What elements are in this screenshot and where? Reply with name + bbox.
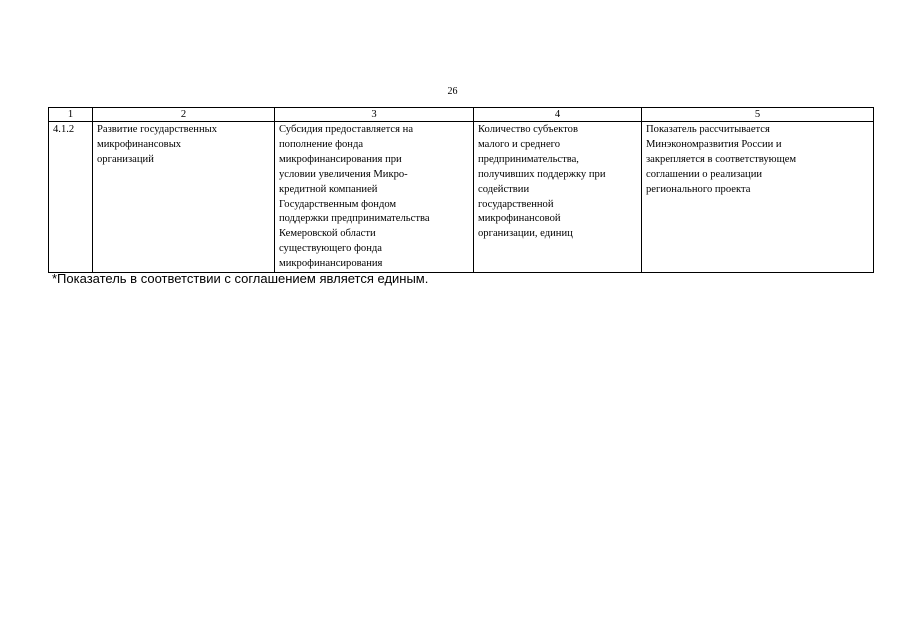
column-number-1: 1 [49, 108, 93, 122]
table-header-row [49, 108, 874, 122]
item-code-cell: 4.1.2 [49, 122, 93, 273]
item-description-cell: Субсидия предоставляется на пополнение фонда микрофинансирования при условии увеличения Микро- кредитной компанией Государственным фондом поддержки предпринимательства Кемеровской области существующего фонда микрофинансирования [275, 122, 474, 273]
item-note-cell: Показатель рассчитывается Минэкономразвития России и закрепляется в соответствующем соглашении о реализации регионального проекта [642, 122, 874, 273]
page-number: 26 [447, 86, 458, 97]
item-title-cell: Развитие государственных микрофинансовых организаций [93, 122, 275, 273]
column-number-5: 5 [642, 108, 874, 122]
indicator-table [48, 107, 874, 273]
column-number-2: 2 [93, 108, 275, 122]
footnote: *Показатель в соответствии с соглашением является единым. [52, 271, 429, 286]
column-number-3: 3 [275, 108, 474, 122]
item-indicator-cell: Количество субъектов малого и среднего предпринимательства, получивших поддержку при содействии государственной микрофинансовой организации, единиц [474, 122, 642, 273]
column-number-4: 4 [474, 108, 642, 122]
table-row [49, 122, 874, 273]
